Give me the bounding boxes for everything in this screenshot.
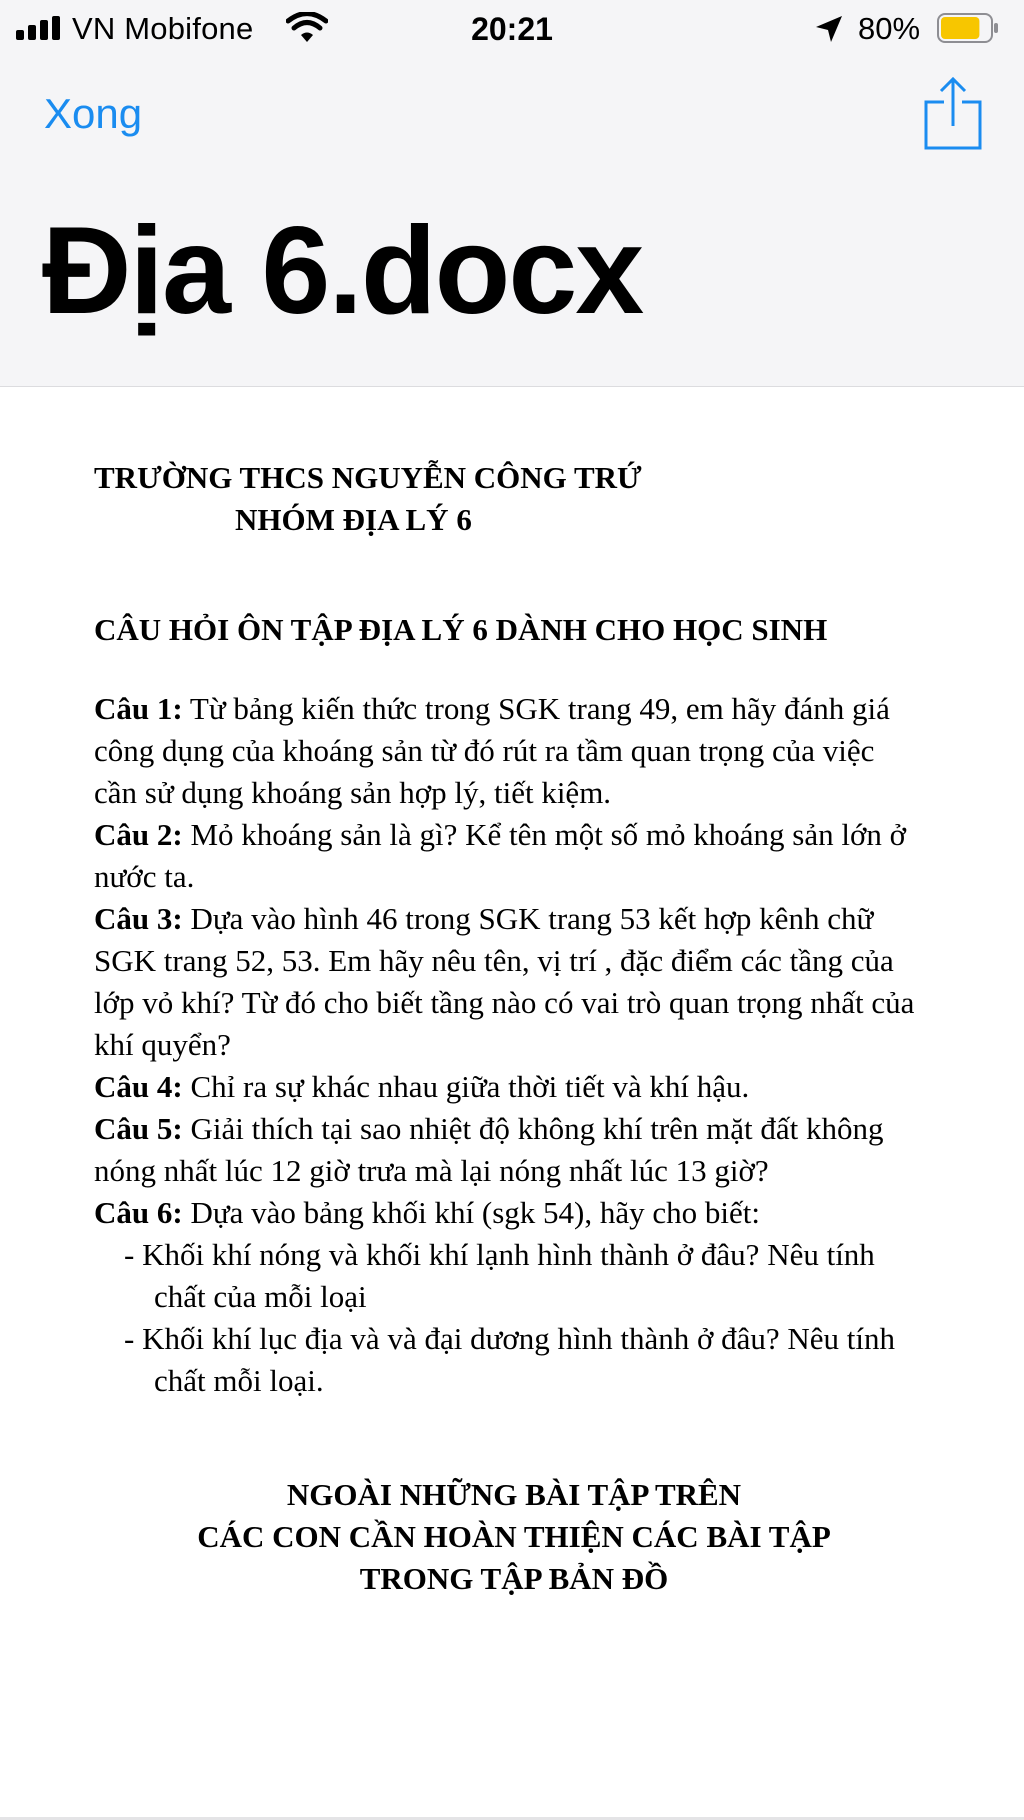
question-text: Từ bảng kiến thức trong SGK trang 49, em hãy đánh giá công dụng của khoáng sản từ đó rút ra tầm quan trọng của việc cần sử dụng khoáng sản hợp lý, tiết kiệm. [94,691,890,810]
question-text: Dựa vào bảng khối khí (sgk 54), hãy cho biết: [182,1195,760,1230]
battery-percent: 80% [858,11,921,46]
header-area [0,0,1024,387]
question-label: Câu 5: [94,1111,183,1146]
footer-note [0,1474,1024,1600]
location-arrow-icon [814,14,844,44]
document-page [0,387,1024,1817]
footer-line: TRONG TẬP BẢN ĐỒ [359,1561,669,1596]
question-6-bullets [94,1234,924,1402]
question-3 [94,898,924,1066]
question-label: Câu 4: [94,1069,183,1104]
question-5 [94,1108,924,1192]
question-2 [94,814,924,898]
question-text: Mỏ khoáng sản là gì? Kể tên một số mỏ khoáng sản lớn ở nước ta. [94,817,906,894]
group-name: NHÓM ĐỊA LÝ 6 [235,502,472,537]
question-label: Câu 2: [94,817,183,852]
question-text: Chỉ ra sự khác nhau giữa thời tiết và khí hậu. [182,1069,750,1104]
questions-list [94,688,924,1402]
question-label: Câu 1: [94,691,183,726]
done-button[interactable]: Xong [44,90,143,137]
question-text: Giải thích tại sao nhiệt độ không khí trên mặt đất không nóng nhất lúc 12 giờ trưa mà lại nóng nhất lúc 13 giờ? [94,1111,884,1188]
footer-line: CÁC CON CẦN HOÀN THIỆN CÁC BÀI TẬP [197,1519,831,1554]
status-time: 20:21 [471,11,553,47]
question-4 [94,1066,924,1108]
document-title: Địa 6.docx [42,202,643,340]
status-bar [0,0,1024,58]
question-text: Dựa vào hình 46 trong SGK trang 53 kết hợp kênh chữ SGK trang 52, 53. Em hãy nêu tên, vị trí , đặc điểm các tầng của lớp vỏ khí? Từ đó cho biết tầng nào có vai trò quan trọng nhất của khí quyển? [94,901,915,1062]
bullet-item: - Khối khí nóng và khối khí lạnh hình thành ở đâu? Nêu tính chất của mỗi loại [124,1237,875,1314]
bullet-item: - Khối khí lục địa và và đại dương hình thành ở đâu? Nêu tính chất mỗi loại. [124,1321,896,1398]
question-6 [94,1192,924,1234]
question-label: Câu 6: [94,1195,183,1230]
question-1 [94,688,924,814]
share-icon[interactable] [922,76,984,152]
school-name: TRƯỜNG THCS NGUYỄN CÔNG TRỨ [94,460,642,495]
battery-icon [937,13,999,43]
question-label: Câu 3: [94,901,183,936]
carrier-name: VN Mobifone [72,11,254,46]
document-heading: CÂU HỎI ÔN TẬP ĐỊA LÝ 6 DÀNH CHO HỌC SINH [94,612,828,647]
footer-line: NGOÀI NHỮNG BÀI TẬP TRÊN [286,1477,742,1512]
